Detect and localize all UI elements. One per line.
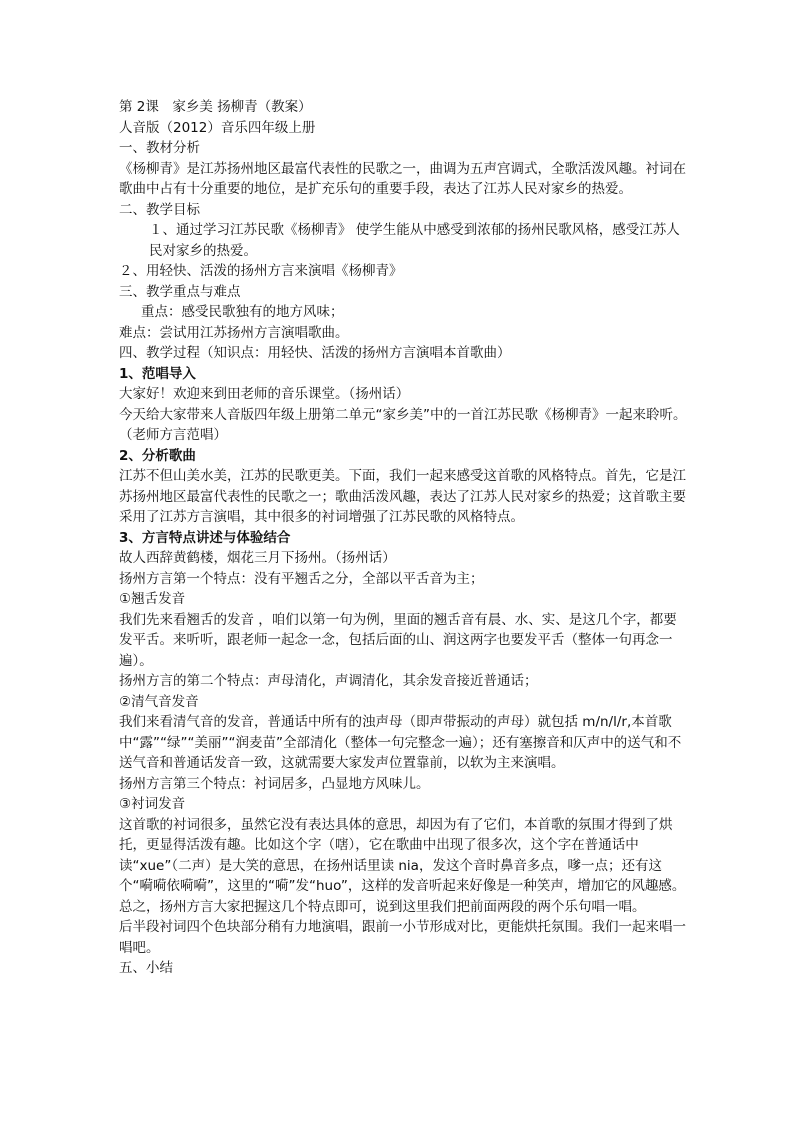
step-1-paragraph-2: 今天给大家带来人音版四年级上册第二单元“家乡美”中的一首江苏民歌《杨柳青》一起来聆听。（老师方言范唱） [119, 406, 687, 443]
feature-3: 扬州方言第三个特点：衬词居多，凸显地方风味儿。 [119, 775, 430, 792]
step-2-heading: 2、分析歌曲 [119, 447, 196, 464]
goal-2: ２、用轻快、活泼的扬州方言来演唱《杨柳青》 [119, 263, 403, 279]
doc-title: 第 2课 家乡美 扬柳青（教案） [119, 99, 312, 115]
doc-subtitle: 人音版（2012）音乐四年级上册 [119, 119, 316, 136]
document-page [119, 97, 689, 979]
step-3-heading: 3、方言特点讲述与体验结合 [119, 529, 291, 546]
section-3-heading: 三、教学重点与难点 [119, 283, 241, 300]
section-1-heading: 一、教材分析 [119, 140, 200, 156]
difficult-point: 难点：尝试用江苏扬州方言演唱歌曲。 [119, 324, 349, 341]
closing-paragraph: 后半段衬词四个色块部分稍有力地演唱，跟前一小节形成对比，更能烘托氛围。我们一起来唱一唱吧。 [119, 919, 686, 956]
section-1-paragraph: 《杨柳青》是江苏扬州地区最富代表性的民歌之一，曲调为五声宫调式，全歌活泼风趣。衬词在歌曲中占有十分重要的地位，是扩充乐句的重要手段，表达了江苏人民对家乡的热爱。 [119, 160, 686, 197]
feature-3-subheading: ③衬词发音 [119, 796, 186, 812]
section-5-heading: 五、小结 [119, 960, 173, 976]
section-4-heading: 四、教学过程（知识点：用轻快、活泼的扬州方言演唱本首歌曲） [119, 345, 511, 361]
key-point: 重点：感受民歌独有的地方风味； [141, 304, 344, 320]
poem-line: 故人西辞黄鹤楼，烟花三月下扬州。（扬州话） [119, 550, 396, 566]
goal-1: １、通过学习江苏民歌《杨柳青》 使学生能从中感受到浓郁的扬州民歌风格，感受江苏人民对家乡的热爱。 [149, 222, 680, 259]
step-2-paragraph: 江苏不但山美水美，江苏的民歌更美。下面，我们一起来感受这首歌的风格特点。首先，它是江苏扬州地区最富代表性的民歌之一；歌曲活泼风趣，表达了江苏人民对家乡的热爱；这首歌主要采用了江苏方言演唱，其中很多的衬词增强了江苏民歌的风格特点。 [119, 468, 686, 525]
feature-1: 扬州方言第一个特点：没有平翘舌之分，全部以平舌音为主； [119, 570, 484, 587]
feature-2-paragraph: 我们来看清气音的发音，普通话中所有的浊声母（即声带振动的声母）就包括 m/n/l/r,本首歌中“露”“绿”“美丽”“润麦苗”全部清化（整体一句完整念一遍）；还有塞擦音和仄声中的送气和不送气音和普通话发音一致，这就需要大家发声位置靠前，以软为主来演唱。 [119, 714, 682, 771]
step-1-paragraph-1: 大家好！欢迎来到田老师的音乐课堂。（扬州话） [119, 386, 410, 402]
feature-2: 扬州方言的第二个特点：声母清化，声调清化，其余发音接近普通话； [119, 673, 538, 689]
feature-2-subheading: ②清气音发音 [119, 693, 199, 710]
section-2-heading: 二、教学目标 [119, 201, 200, 218]
step-1-heading: 1、范唱导入 [119, 365, 196, 382]
feature-3-paragraph: 这首歌的衬词很多，虽然它没有表达具体的意思，却因为有了它们，本首歌的氛围才得到了烘托，更显得活泼有趣。比如这个字（嗐），它在歌曲中出现了很多次，这个字在普通话中读“xue”（二声）是大笑的意思，在扬州话里读 nia，发这个音时鼻音多点，嗲一点；还有这个“嗬嗬依嗬嗬”，这里的“嗬”发“huo”，这样的发音听起来好像是一种笑声，增加它的风趣感。总之，扬州方言大家把握这几个特点即可，说到这里我们把前面两段的两个乐句唱一唱。 [119, 816, 686, 915]
feature-1-paragraph: 我们先来看翘舌的发音 ，咱们以第一句为例，里面的翘舌音有晨、水、实、是这几个字，都要发平舌。来听听，跟老师一起念一念，包括后面的山、润这两字也要发平舌（整体一句再念一遍）。 [119, 611, 677, 669]
feature-1-subheading: ①翘舌发音 [119, 591, 186, 607]
